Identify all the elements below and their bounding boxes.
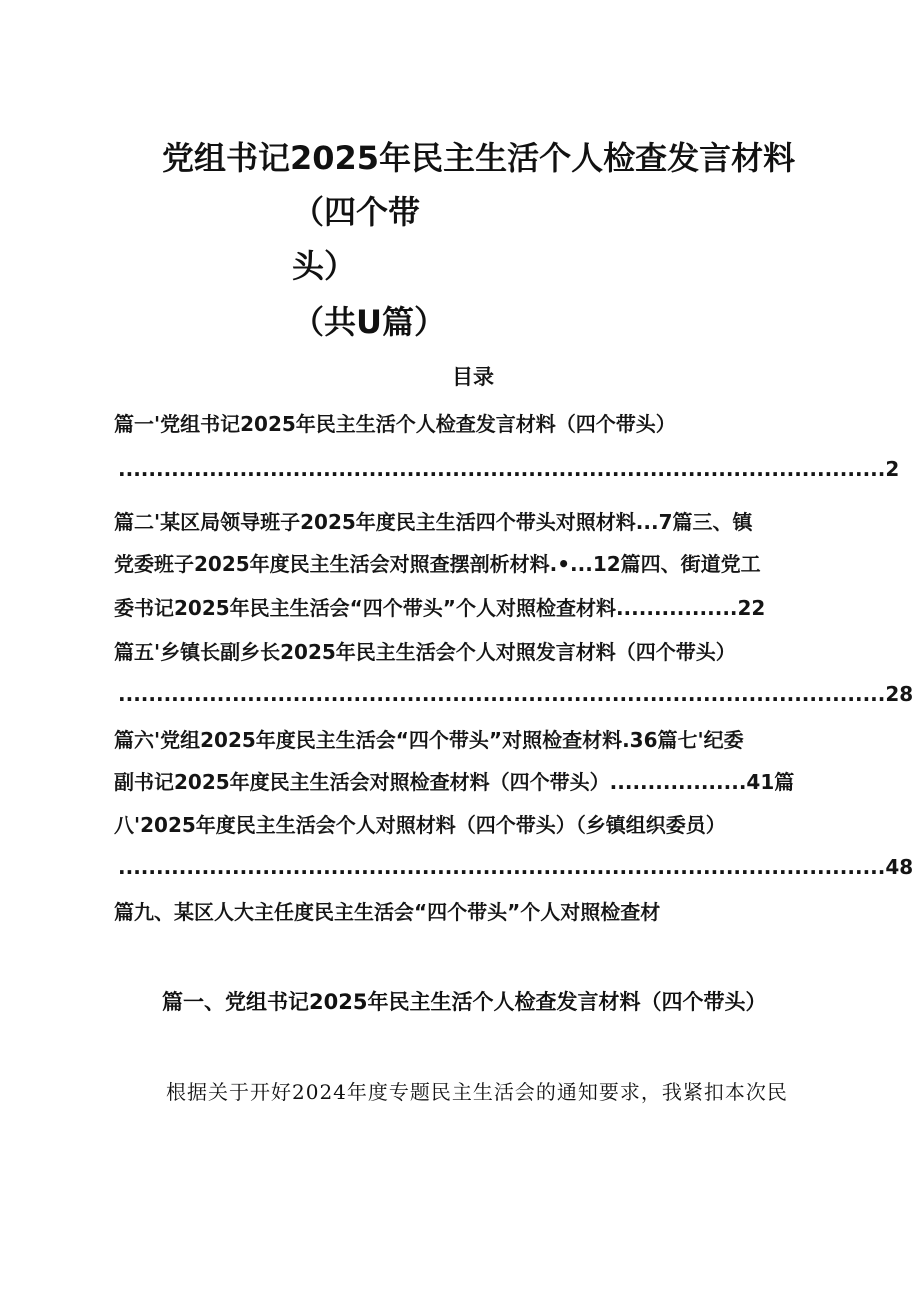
document-title-count: （共U篇） — [292, 303, 446, 341]
document-title-line-2: （四个带 — [292, 193, 421, 231]
body-paragraph: 根据关于开好2024年度专题民主生活会的通知要求，我紧扣本次民 — [166, 1080, 788, 1104]
toc-dot-leader: .....................................................................................................2 — [118, 457, 900, 481]
toc-entry: 篇六'党组2025年度民主生活会“四个带头”对照检查材料.36篇七'纪委 — [114, 728, 744, 752]
document-title-line-1: 党组书记2025年民主生活个人检查发言材料 — [162, 139, 796, 177]
toc-entry: 副书记2025年度民主生活会对照检查材料（四个带头）..................41篇 — [114, 770, 795, 794]
toc-entry: 篇二'某区局领导班子2025年度民主生活四个带头对照材料...7篇三、镇 — [114, 510, 753, 534]
toc-dot-leader: .....................................................................................................28 — [118, 682, 914, 706]
toc-heading: 目录 — [452, 365, 494, 389]
toc-entry: 篇五'乡镇长副乡长2025年民主生活会个人对照发言材料（四个带头） — [114, 640, 736, 664]
toc-entry: 委书记2025年民主生活会“四个带头”个人对照检查材料................22 — [114, 596, 766, 620]
toc-entry: 篇九、某区人大主任度民主生活会“四个带头”个人对照检查材 — [114, 900, 661, 924]
toc-entry: 篇一'党组书记2025年民主生活个人检查发言材料（四个带头） — [114, 412, 676, 436]
toc-entry: 八'2025年度民主生活会个人对照材料（四个带头）（乡镇组织委员） — [114, 813, 726, 837]
section-heading: 篇一、党组书记2025年民主生活个人检查发言材料（四个带头） — [162, 990, 767, 1014]
document-title-line-3: 头） — [292, 247, 357, 285]
toc-dot-leader: .....................................................................................................48 — [118, 855, 914, 879]
toc-entry: 党委班子2025年度民主生活会对照查摆剖析材料.•...12篇四、街道党工 — [114, 552, 761, 576]
